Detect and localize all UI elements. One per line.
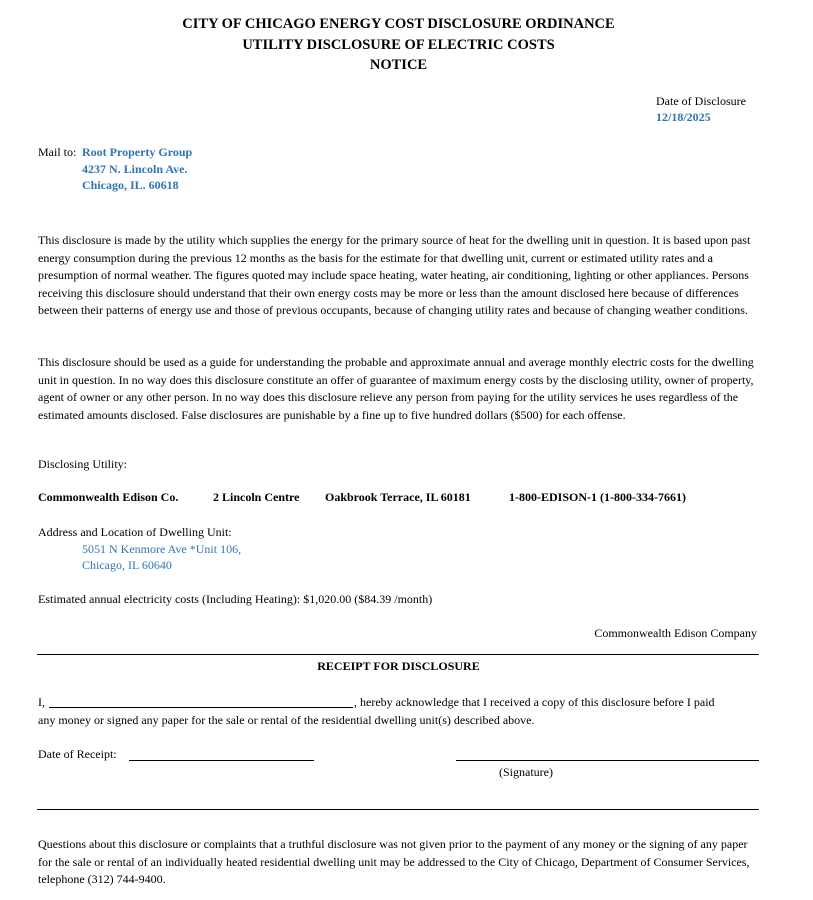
utility-address: 2 Lincoln Centre (213, 490, 300, 504)
company-signature: Commonwealth Edison Company (594, 626, 757, 640)
receipt-i-label: I, (38, 695, 45, 709)
bottom-divider (37, 809, 759, 810)
receipt-acknowledge-text: , hereby acknowledge that I received a copy of this disclosure before I paid (354, 695, 715, 709)
signature-blank-line[interactable] (456, 760, 759, 761)
dwelling-street: 5051 N Kenmore Ave *Unit 106, (82, 542, 242, 556)
date-of-receipt-blank-line[interactable] (129, 760, 314, 761)
mail-to-name: Root Property Group (82, 145, 193, 159)
section-divider (37, 654, 759, 655)
utility-label: Disclosing Utility: (38, 457, 128, 471)
dwelling-city: Chicago, IL 60640 (82, 558, 172, 572)
footer-contact-text: Questions about this disclosure or complaints that a truthful disclosure was not given prior to the payment of any money or the signing of any paper for the sale or rental of an individually heated residential dwelling unit may be addressed to the City of Chicago, Department of Consumer Services, telephone (312) 744-9400. (38, 837, 750, 886)
title-line-2: UTILITY DISCLOSURE OF ELECTRIC COSTS (242, 37, 555, 53)
mail-to-label: Mail to: (38, 145, 77, 159)
receipt-title: RECEIPT FOR DISCLOSURE (317, 659, 480, 673)
estimated-cost: Estimated annual electricity costs (Including Heating): $1,020.00 ($84.39 /month) (38, 592, 433, 606)
disclosure-date-value: 12/18/2025 (656, 110, 711, 124)
mail-to-city: Chicago, IL. 60618 (82, 178, 179, 192)
dwelling-label: Address and Location of Dwelling Unit: (38, 525, 232, 539)
title-line-1: CITY OF CHICAGO ENERGY COST DISCLOSURE ORDINANCE (182, 16, 615, 32)
utility-phone: 1-800-EDISON-1 (1-800-334-7661) (509, 490, 686, 504)
title-line-3: NOTICE (369, 57, 428, 73)
disclosure-paragraph-1: This disclosure is made by the utility which supplies the energy for the primary source of heat for the dwelling unit in question. It is based upon past energy consumption during the previous 12 months as the basis for the estimate for that dwelling unit, current or estimated utility rates and a presumption of normal weather. The figures quoted may include space heating, water heating, air conditioning, lighting or other appliances. Persons receiving this disclosure should understand that their own energy costs may be more or less than the amount disclosed here because of differences between their patterns of energy use and those of previous occupants, because of changing utility rates and because of changing weather conditions. (38, 233, 751, 317)
utility-city: Oakbrook Terrace, IL 60181 (325, 490, 471, 504)
disclosure-date-label: Date of Disclosure (656, 94, 746, 108)
name-blank-line[interactable] (49, 707, 353, 708)
signature-label: (Signature) (499, 765, 553, 779)
mail-to-street: 4237 N. Lincoln Ave. (82, 162, 188, 176)
utility-name: Commonwealth Edison Co. (38, 490, 179, 504)
disclosure-paragraph-2: This disclosure should be used as a guide for understanding the probable and approximate annual and average monthly electric costs for the dwelling unit in question. In no way does this disclosure constitute an offer of guarantee of maximum energy costs by the disclosing utility, owner of property, agent of owner or any other person. In no way does this disclosure relieve any person from paying for the utility services he uses regardless of the estimated amounts disclosed. False disclosures are punishable by a fine up to five hundred dollars ($500) for each offense. (38, 355, 754, 422)
date-of-receipt-label: Date of Receipt: (38, 747, 117, 761)
receipt-acknowledge-text-2: any money or signed any paper for the sale or rental of the residential dwelling unit(s) described above. (38, 713, 535, 727)
